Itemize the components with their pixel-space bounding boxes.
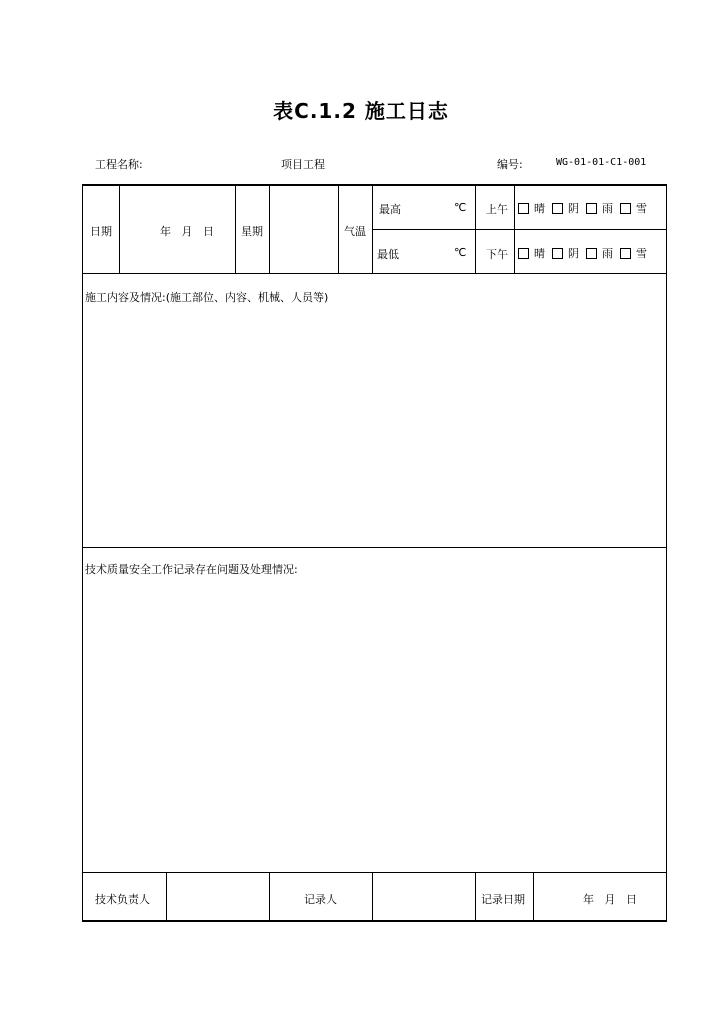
construction-content-label: 施工内容及情况:(施工部位、内容、机械、人员等) [85,291,329,304]
record-date-label: 记录日期 [481,893,525,906]
pm-weather-cloudy[interactable]: 阴 [552,245,579,261]
weekday-label: 星期 [241,225,263,238]
checkbox-icon [620,248,631,259]
pm-weather-rain[interactable]: 雨 [586,245,613,261]
date-label: 日期 [90,225,112,238]
date-value-field[interactable]: 年 月 日 [160,225,214,238]
construction-content-field[interactable] [84,308,664,544]
recorder-label: 记录人 [304,893,337,906]
checkbox-icon [552,203,563,214]
am-weather-snow[interactable]: 雪 [620,200,647,216]
tech-lead-label: 技术负责人 [95,893,150,906]
project-name-value[interactable]: 项目工程 [281,158,325,171]
high-temp-label: 最高 [379,203,401,216]
checkbox-icon [552,248,563,259]
weekday-field[interactable] [274,190,334,270]
am-label: 上午 [486,203,508,216]
project-name-label: 工程名称: [95,158,143,171]
checkbox-icon [586,203,597,214]
checkbox-icon [518,203,529,214]
am-weather-options [518,200,654,216]
number-label: 编号: [497,158,523,171]
quality-safety-field[interactable] [84,580,664,869]
record-date-field[interactable]: 年 月 日 [583,893,637,906]
tech-lead-field[interactable] [170,876,266,918]
checkbox-icon [518,248,529,259]
pm-weather-snow[interactable]: 雪 [620,245,647,261]
checkbox-icon [586,248,597,259]
low-temp-unit: ℃ [454,246,467,259]
am-weather-sunny[interactable]: 晴 [518,200,545,216]
quality-safety-label: 技术质量安全工作记录存在问题及处理情况: [85,563,298,576]
pm-weather-options [518,245,654,261]
temperature-label: 气温 [344,225,366,238]
am-weather-cloudy[interactable]: 阴 [552,200,579,216]
number-value[interactable]: WG-01-01-C1-001 [556,157,647,168]
page-title: 表C.1.2 施工日志 [273,99,449,123]
am-weather-rain[interactable]: 雨 [586,200,613,216]
checkbox-icon [620,203,631,214]
low-temp-label: 最低 [377,248,399,261]
recorder-field[interactable] [376,876,472,918]
pm-weather-sunny[interactable]: 晴 [518,245,545,261]
high-temp-unit: ℃ [454,201,467,214]
pm-label: 下午 [486,248,508,261]
